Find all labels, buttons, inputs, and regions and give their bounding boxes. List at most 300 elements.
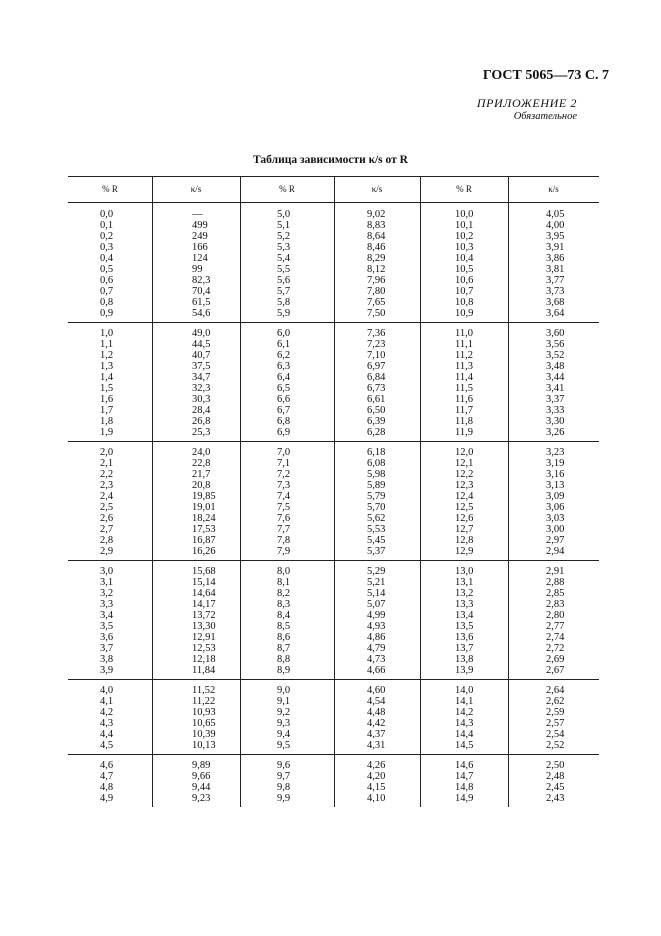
ks-col-2-cell: 6,50 [367, 405, 386, 416]
ks-col-2-cell: 5,70 [367, 502, 386, 513]
ks-col-2-cell: 6,28 [367, 427, 386, 438]
column-divider [334, 442, 335, 560]
ks-col-1-cell: 10,13 [192, 740, 216, 751]
r-col-3-cell: 12,7 [455, 524, 474, 535]
r-col-1-cell: 3,7 [100, 643, 114, 654]
column-divider [334, 323, 335, 441]
ks-col-1-cell: 11,84 [192, 665, 216, 676]
r-col-3-cell: 12,1 [455, 458, 474, 469]
ks-col-2-cell: 8,64 [367, 231, 386, 242]
ks-col-1-cell: 9,23 [192, 793, 211, 804]
r-col-3-cell: 11,0 [455, 328, 473, 339]
r-col-2-cell: 7,1 [277, 458, 291, 469]
ks-col-2-cell: 4,99 [367, 610, 386, 621]
ks-col-2-cell: 7,36 [367, 328, 386, 339]
r-col-3-cell: 12,4 [455, 491, 474, 502]
r-col-2-cell: 6,1 [277, 339, 291, 350]
appendix-subtitle: Обязательное [513, 111, 577, 122]
ks-col-3-cell: 3,16 [546, 469, 565, 480]
r-col-2-cell: 8,2 [277, 588, 291, 599]
r-col-3-cell: 11,9 [455, 427, 473, 438]
r-col-3-cell: 14,3 [455, 718, 474, 729]
r-col-1-cell: 4,8 [100, 782, 114, 793]
ks-col-1-cell: 54,6 [192, 308, 211, 319]
gost-page-header: ГОСТ 5065—73 С. 7 [482, 68, 609, 83]
ks-col-2-cell: 5,14 [367, 588, 386, 599]
ks-col-1-cell: 10,65 [192, 718, 216, 729]
r-col-2-cell: 5,2 [277, 231, 291, 242]
ks-col-3-cell: 3,60 [546, 328, 565, 339]
r-col-1-cell: 3,9 [100, 665, 114, 676]
ks-col-3-cell: 3,86 [546, 253, 565, 264]
r-col-1-cell: 1,5 [100, 383, 114, 394]
r-col-3-cell: 14,6 [455, 760, 474, 771]
ks-col-1-cell: 15,14 [192, 577, 216, 588]
r-col-2-cell: 8,4 [277, 610, 291, 621]
ks-col-1-cell: 12,18 [192, 654, 216, 665]
ks-col-1-cell: 11,52 [192, 685, 216, 696]
ks-col-3-cell: 2,91 [546, 566, 565, 577]
ks-col-2-cell: 5,37 [367, 546, 386, 557]
r-col-1-cell: 0,7 [100, 286, 114, 297]
r-col-3-cell: 13,0 [455, 566, 474, 577]
ks-col-2-cell: 5,45 [367, 535, 386, 546]
column-divider [152, 442, 153, 560]
r-col-2-cell: 8,5 [277, 621, 291, 632]
r-col-3-cell: 14,7 [455, 771, 474, 782]
r-col-3-cell: 10,0 [455, 209, 474, 220]
r-col-2-cell: 7,3 [277, 480, 291, 491]
ks-col-2-cell: 4,15 [367, 782, 386, 793]
r-col-1-cell: 4,1 [100, 696, 114, 707]
ks-col-1-cell: 18,24 [192, 513, 216, 524]
r-col-1-cell: 3,3 [100, 599, 114, 610]
r-col-1-cell: 3,4 [100, 610, 114, 621]
r-col-1-cell: 4,6 [100, 760, 114, 771]
column-divider [508, 680, 509, 754]
ks-col-3-cell: 3,73 [546, 286, 565, 297]
row-group [68, 561, 599, 680]
r-col-3-cell: 11,1 [455, 339, 473, 350]
column-divider [334, 177, 335, 202]
ks-col-3-cell: 2,72 [546, 643, 565, 654]
ks-col-1-cell: 11,22 [192, 696, 216, 707]
column-divider [508, 442, 509, 560]
column-divider [420, 442, 421, 560]
ks-col-3-cell: 2,94 [546, 546, 565, 557]
r-col-1-cell: 3,5 [100, 621, 114, 632]
ks-col-3-cell: 2,83 [546, 599, 565, 610]
r-col-1-cell: 4,5 [100, 740, 114, 751]
r-col-1-cell: 0,1 [100, 220, 114, 231]
r-col-3-cell: 10,9 [455, 308, 474, 319]
ks-col-3-cell: 2,43 [546, 793, 565, 804]
r-col-1-cell: 2,7 [100, 524, 114, 535]
ks-col-1-cell: 19,01 [192, 502, 216, 513]
column-divider [420, 680, 421, 754]
ks-col-1-cell: 13,30 [192, 621, 216, 632]
ks-col-3-cell: 3,56 [546, 339, 565, 350]
r-col-1-cell: 1,3 [100, 361, 114, 372]
r-col-1-cell: 0,2 [100, 231, 114, 242]
ks-col-1-cell: 37,5 [192, 361, 211, 372]
column-divider [334, 203, 335, 322]
r-col-3-cell: 12,2 [455, 469, 474, 480]
ks-col-2-cell: 4,37 [367, 729, 386, 740]
r-col-3-cell: 11,6 [455, 394, 473, 405]
ks-col-2-cell: 8,12 [367, 264, 386, 275]
r-col-1-cell: 3,6 [100, 632, 114, 643]
r-col-2-cell: 5,1 [277, 220, 291, 231]
column-divider [240, 177, 241, 202]
ks-col-2-cell: 8,29 [367, 253, 386, 264]
ks-col-3-cell: 3,48 [546, 361, 565, 372]
column-divider [334, 680, 335, 754]
ks-col-1-cell: 9,66 [192, 771, 211, 782]
ks-col-3-cell: 2,67 [546, 665, 565, 676]
r-col-3-cell: 14,9 [455, 793, 474, 804]
ks-col-1-cell: 16,26 [192, 546, 216, 557]
ks-col-3-cell: 2,48 [546, 771, 565, 782]
column-divider [240, 203, 241, 322]
r-col-3-cell: 13,2 [455, 588, 474, 599]
ks-col-2-cell: 7,10 [367, 350, 386, 361]
ks-col-3-cell: 2,45 [546, 782, 565, 793]
ks-col-1-cell: 249 [192, 231, 208, 242]
ks-col-2-cell: 7,96 [367, 275, 386, 286]
column-divider [152, 680, 153, 754]
r-col-2-cell: 6,6 [277, 394, 291, 405]
ks-col-3-cell: 2,74 [546, 632, 565, 643]
ks-col-2-cell: 6,61 [367, 394, 386, 405]
r-col-3-cell: 13,1 [455, 577, 474, 588]
r-col-1-cell: 0,8 [100, 297, 114, 308]
r-col-1-cell: 1,1 [100, 339, 114, 350]
column-divider [508, 561, 509, 679]
ks-col-3-cell: 2,80 [546, 610, 565, 621]
r-col-2-cell: 6,3 [277, 361, 291, 372]
ks-col-2-cell: 5,98 [367, 469, 386, 480]
row-group [68, 203, 599, 323]
ks-col-2-cell: 5,53 [367, 524, 386, 535]
r-col-3-cell: 13,7 [455, 643, 474, 654]
r-col-3-cell: 10,1 [455, 220, 474, 231]
ks-col-1-cell: 17,53 [192, 524, 216, 535]
ks-col-3-cell: 3,91 [546, 242, 565, 253]
row-group [68, 442, 599, 561]
r-col-1-cell: 2,1 [100, 458, 114, 469]
ks-col-2-cell: 5,62 [367, 513, 386, 524]
ks-col-2-cell: 5,07 [367, 599, 386, 610]
column-divider [420, 203, 421, 322]
ks-col-2-cell: 7,65 [367, 297, 386, 308]
r-col-2-cell: 6,9 [277, 427, 291, 438]
ks-col-2-cell: 5,29 [367, 566, 386, 577]
r-col-1-cell: 0,5 [100, 264, 114, 275]
ks-col-2-cell: 4,42 [367, 718, 386, 729]
ks-col-3-cell: 3,44 [546, 372, 565, 383]
ks-col-2-cell: 5,89 [367, 480, 386, 491]
ks-col-2-cell: 6,97 [367, 361, 386, 372]
r-col-3-cell: 12,5 [455, 502, 474, 513]
r-col-2-cell: 9,8 [277, 782, 291, 793]
ks-col-2-cell: 6,39 [367, 416, 386, 427]
r-col-2-cell: 5,7 [277, 286, 291, 297]
ks-col-3-cell: 2,54 [546, 729, 565, 740]
ks-col-3-cell: 3,19 [546, 458, 565, 469]
ks-col-2-cell: 4,60 [367, 685, 386, 696]
r-col-1-cell: 2,9 [100, 546, 114, 557]
ks-col-1-cell: — [192, 209, 203, 220]
ks-col-3-cell: 2,77 [546, 621, 565, 632]
ks-col-3-cell: 2,88 [546, 577, 565, 588]
r-col-1-cell: 1,9 [100, 427, 114, 438]
r-col-3-cell: 11,5 [455, 383, 473, 394]
ks-col-3-cell: 3,00 [546, 524, 565, 535]
ks-col-3-cell: 2,50 [546, 760, 565, 771]
r-col-2-cell: 5,3 [277, 242, 291, 253]
ks-col-3-cell: 3,33 [546, 405, 565, 416]
ks-table [68, 176, 599, 807]
column-divider [240, 680, 241, 754]
r-col-1-cell: 4,7 [100, 771, 114, 782]
ks-col-3-cell: 3,26 [546, 427, 565, 438]
ks-col-3-cell: 3,52 [546, 350, 565, 361]
ks-col-3-cell: 3,64 [546, 308, 565, 319]
ks-col-3-cell: 3,23 [546, 447, 565, 458]
column-divider [334, 561, 335, 679]
r-col-1-cell: 2,8 [100, 535, 114, 546]
r-col-3-cell: 14,2 [455, 707, 474, 718]
column-divider [240, 323, 241, 441]
r-col-3-cell: 10,3 [455, 242, 474, 253]
r-col-3-cell: 10,7 [455, 286, 474, 297]
ks-col-3-cell: 2,64 [546, 685, 565, 696]
ks-col-2-cell: 4,73 [367, 654, 386, 665]
r-col-2-cell: 8,0 [277, 566, 291, 577]
ks-col-2-cell: 5,21 [367, 577, 386, 588]
r-col-1-cell: 2,5 [100, 502, 114, 513]
column-divider [508, 323, 509, 441]
r-col-1-cell: 3,2 [100, 588, 114, 599]
r-col-3-cell: 10,2 [455, 231, 474, 242]
r-col-1-cell: 2,4 [100, 491, 114, 502]
r-col-2-cell: 8,3 [277, 599, 291, 610]
ks-col-3-cell: 3,68 [546, 297, 565, 308]
column-divider [152, 323, 153, 441]
r-col-2-cell: 6,5 [277, 383, 291, 394]
ks-col-2-cell: 4,79 [367, 643, 386, 654]
column-divider [508, 177, 509, 202]
column-divider [152, 177, 153, 202]
r-col-2-cell: 9,7 [277, 771, 291, 782]
column-divider [420, 755, 421, 807]
ks-col-3-cell: 3,30 [546, 416, 565, 427]
table-header-row [68, 177, 599, 203]
ks-col-1-cell: 124 [192, 253, 208, 264]
r-col-2-cell: 9,2 [277, 707, 291, 718]
ks-col-2-cell: 6,73 [367, 383, 386, 394]
r-col-2-cell: 8,9 [277, 665, 291, 676]
r-col-1-cell: 2,0 [100, 447, 114, 458]
ks-col-1-cell: 20,8 [192, 480, 211, 491]
ks-col-1-cell: 26,8 [192, 416, 211, 427]
ks-col-2-cell: 4,48 [367, 707, 386, 718]
r-col-2-cell: 8,8 [277, 654, 291, 665]
r-col-1-cell: 1,2 [100, 350, 114, 361]
ks-col-1-cell: 99 [192, 264, 203, 275]
column-divider [240, 561, 241, 679]
ks-col-1-cell: 24,0 [192, 447, 211, 458]
r-col-1-cell: 2,3 [100, 480, 114, 491]
ks-col-3-cell: 3,95 [546, 231, 565, 242]
table-body [68, 203, 599, 807]
r-col-2-cell: 6,7 [277, 405, 291, 416]
ks-col-1-cell: 32,3 [192, 383, 211, 394]
ks-col-2-cell: 9,02 [367, 209, 386, 220]
r-col-1-cell: 4,0 [100, 685, 114, 696]
r-col-3-cell: 12,9 [455, 546, 474, 557]
ks-col-2-cell: 6,08 [367, 458, 386, 469]
r-col-2-cell: 9,9 [277, 793, 291, 804]
ks-col-2-cell: 4,31 [367, 740, 386, 751]
ks-col-1-cell: 30,3 [192, 394, 211, 405]
row-group [68, 323, 599, 442]
r-col-2-cell: 5,8 [277, 297, 291, 308]
column-divider [420, 177, 421, 202]
r-col-1-cell: 0,3 [100, 242, 114, 253]
header-r-col-2: % R [279, 184, 295, 194]
r-col-2-cell: 5,5 [277, 264, 291, 275]
ks-col-2-cell: 4,66 [367, 665, 386, 676]
r-col-3-cell: 10,6 [455, 275, 474, 286]
ks-col-1-cell: 9,89 [192, 760, 211, 771]
r-col-1-cell: 4,2 [100, 707, 114, 718]
ks-col-3-cell: 2,85 [546, 588, 565, 599]
r-col-1-cell: 1,7 [100, 405, 114, 416]
r-col-2-cell: 8,7 [277, 643, 291, 654]
ks-col-1-cell: 10,93 [192, 707, 216, 718]
appendix-label [477, 97, 577, 123]
r-col-2-cell: 7,0 [277, 447, 291, 458]
r-col-2-cell: 6,0 [277, 328, 291, 339]
ks-col-1-cell: 44,5 [192, 339, 211, 350]
ks-col-2-cell: 4,10 [367, 793, 386, 804]
ks-col-3-cell: 2,69 [546, 654, 565, 665]
column-divider [152, 203, 153, 322]
column-divider [508, 755, 509, 807]
column-divider [152, 561, 153, 679]
r-col-2-cell: 5,4 [277, 253, 291, 264]
ks-col-3-cell: 3,77 [546, 275, 565, 286]
ks-col-2-cell: 7,80 [367, 286, 386, 297]
r-col-1-cell: 1,6 [100, 394, 114, 405]
r-col-3-cell: 14,5 [455, 740, 474, 751]
ks-col-3-cell: 2,97 [546, 535, 565, 546]
r-col-2-cell: 5,0 [277, 209, 291, 220]
ks-col-3-cell: 2,57 [546, 718, 565, 729]
r-col-1-cell: 0,9 [100, 308, 114, 319]
ks-col-1-cell: 49,0 [192, 328, 211, 339]
column-divider [240, 442, 241, 560]
r-col-2-cell: 7,8 [277, 535, 291, 546]
r-col-3-cell: 12,0 [455, 447, 474, 458]
ks-col-1-cell: 28,4 [192, 405, 211, 416]
table-title: Таблица зависимости κ/s от R [253, 154, 408, 166]
column-divider [508, 203, 509, 322]
r-col-1-cell: 4,3 [100, 718, 114, 729]
header-r-col-3: % R [456, 184, 472, 194]
r-col-3-cell: 14,1 [455, 696, 474, 707]
ks-col-1-cell: 19,85 [192, 491, 216, 502]
appendix-title: ПРИЛОЖЕНИЕ 2 [476, 96, 577, 110]
r-col-1-cell: 3,1 [100, 577, 114, 588]
r-col-2-cell: 9,0 [277, 685, 291, 696]
ks-col-2-cell: 7,50 [367, 308, 386, 319]
r-col-2-cell: 9,1 [277, 696, 291, 707]
r-col-3-cell: 11,8 [455, 416, 473, 427]
r-col-3-cell: 14,8 [455, 782, 474, 793]
r-col-2-cell: 9,5 [277, 740, 291, 751]
ks-col-3-cell: 2,62 [546, 696, 565, 707]
r-col-2-cell: 7,9 [277, 546, 291, 557]
column-divider [240, 755, 241, 807]
r-col-1-cell: 3,0 [100, 566, 114, 577]
ks-col-2-cell: 6,84 [367, 372, 386, 383]
r-col-2-cell: 7,7 [277, 524, 291, 535]
r-col-3-cell: 13,8 [455, 654, 474, 665]
ks-col-3-cell: 3,06 [546, 502, 565, 513]
ks-col-3-cell: 3,37 [546, 394, 565, 405]
ks-col-2-cell: 8,46 [367, 242, 386, 253]
r-col-2-cell: 8,1 [277, 577, 291, 588]
column-divider [334, 755, 335, 807]
r-col-2-cell: 6,4 [277, 372, 291, 383]
ks-col-3-cell: 3,81 [546, 264, 565, 275]
header-ks-col-1: κ/s [190, 184, 202, 194]
ks-col-1-cell: 34,7 [192, 372, 211, 383]
row-group [68, 755, 599, 807]
ks-col-1-cell: 22,8 [192, 458, 211, 469]
ks-col-3-cell: 2,59 [546, 707, 565, 718]
r-col-2-cell: 7,4 [277, 491, 291, 502]
r-col-1-cell: 0,6 [100, 275, 114, 286]
ks-col-1-cell: 70,4 [192, 286, 211, 297]
ks-col-2-cell: 6,18 [367, 447, 386, 458]
r-col-2-cell: 7,2 [277, 469, 291, 480]
r-col-1-cell: 0,4 [100, 253, 114, 264]
ks-col-1-cell: 9,44 [192, 782, 211, 793]
ks-col-1-cell: 61,5 [192, 297, 211, 308]
r-col-3-cell: 12,6 [455, 513, 474, 524]
r-col-3-cell: 11,2 [455, 350, 473, 361]
r-col-3-cell: 14,4 [455, 729, 474, 740]
ks-col-2-cell: 4,93 [367, 621, 386, 632]
r-col-3-cell: 13,5 [455, 621, 474, 632]
ks-col-2-cell: 4,20 [367, 771, 386, 782]
ks-col-2-cell: 4,26 [367, 760, 386, 771]
r-col-3-cell: 11,7 [455, 405, 473, 416]
r-col-3-cell: 14,0 [455, 685, 474, 696]
r-col-1-cell: 1,4 [100, 372, 114, 383]
ks-col-2-cell: 5,79 [367, 491, 386, 502]
r-col-3-cell: 10,4 [455, 253, 474, 264]
ks-col-3-cell: 4,00 [546, 220, 565, 231]
ks-col-1-cell: 12,91 [192, 632, 216, 643]
r-col-3-cell: 13,9 [455, 665, 474, 676]
r-col-3-cell: 13,4 [455, 610, 474, 621]
ks-col-1-cell: 12,53 [192, 643, 216, 654]
